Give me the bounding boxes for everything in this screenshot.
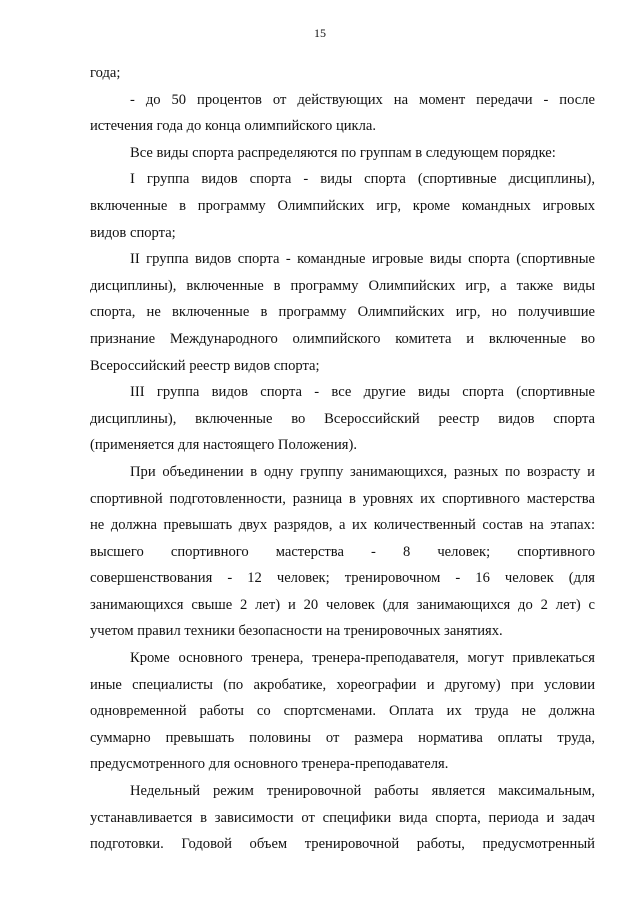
- text-line: иные специалисты (по акробатике, хореографии и другому) при условии: [90, 676, 595, 693]
- document-body: [90, 60, 595, 858]
- text-line: спорта, не включенные в программу Олимпийских игр, но получившие: [90, 304, 595, 321]
- text-line: не должна превышать двух разрядов, а их количественный состав на этапах:: [90, 517, 595, 534]
- text-line: включенные в программу Олимпийских игр, кроме командных игровых: [90, 197, 595, 214]
- text-line: Недельный режим тренировочной работы является максимальным,: [130, 783, 595, 800]
- text-line: видов спорта;: [90, 224, 176, 241]
- text-line: года;: [90, 65, 121, 81]
- text-line: занимающихся свыше 2 лет) и 20 человек (для занимающихся до 2 лет) с: [90, 596, 595, 613]
- text-line: I группа видов спорта - виды спорта (спортивные дисциплины),: [130, 171, 595, 188]
- text-line: дисциплины), включенные во Всероссийский реестр видов спорта: [90, 410, 595, 427]
- text-line: II группа видов спорта - командные игровые виды спорта (спортивные: [130, 251, 595, 268]
- text-line: признание Международного олимпийского комитета и включенные во: [90, 330, 595, 347]
- text-line: совершенствования - 12 человек; тренировочном - 16 человек (для: [90, 570, 595, 587]
- text-line: суммарно превышать половины от размера норматива оплаты труда,: [90, 729, 595, 746]
- text-line: подготовки. Годовой объем тренировочной работы, предусмотренный: [90, 836, 595, 853]
- text-line: - до 50 процентов от действующих на момент передачи - после: [130, 91, 595, 108]
- text-line: учетом правил техники безопасности на тренировочных занятиях.: [90, 623, 503, 640]
- text-line: (применяется для настоящего Положения).: [90, 437, 357, 454]
- text-line: дисциплины), включенные в программу Олимпийских игр, а также виды: [90, 277, 595, 294]
- text-line: высшего спортивного мастерства - 8 человек; спортивного: [90, 543, 595, 560]
- page-number: 15: [314, 26, 326, 40]
- text-line: Кроме основного тренера, тренера-преподавателя, могут привлекаться: [130, 650, 595, 667]
- text-line: спортивной подготовленности, разница в уровнях их спортивного мастерства: [90, 490, 595, 507]
- text-line: Все виды спорта распределяются по группам в следующем порядке:: [130, 144, 556, 161]
- text-line: одновременной работы со спортсменами. Оплата их труда не должна: [90, 703, 595, 720]
- text-line: устанавливается в зависимости от специфики вида спорта, периода и задач: [90, 809, 595, 826]
- text-line: Всероссийский реестр видов спорта;: [90, 357, 320, 374]
- text-line: истечения года до конца олимпийского цикла.: [90, 118, 377, 135]
- text-line: предусмотренного для основного тренера-преподавателя.: [90, 756, 449, 773]
- text-line: III группа видов спорта - все другие виды спорта (спортивные: [130, 384, 595, 401]
- text-line: При объединении в одну группу занимающихся, разных по возрасту и: [130, 463, 595, 480]
